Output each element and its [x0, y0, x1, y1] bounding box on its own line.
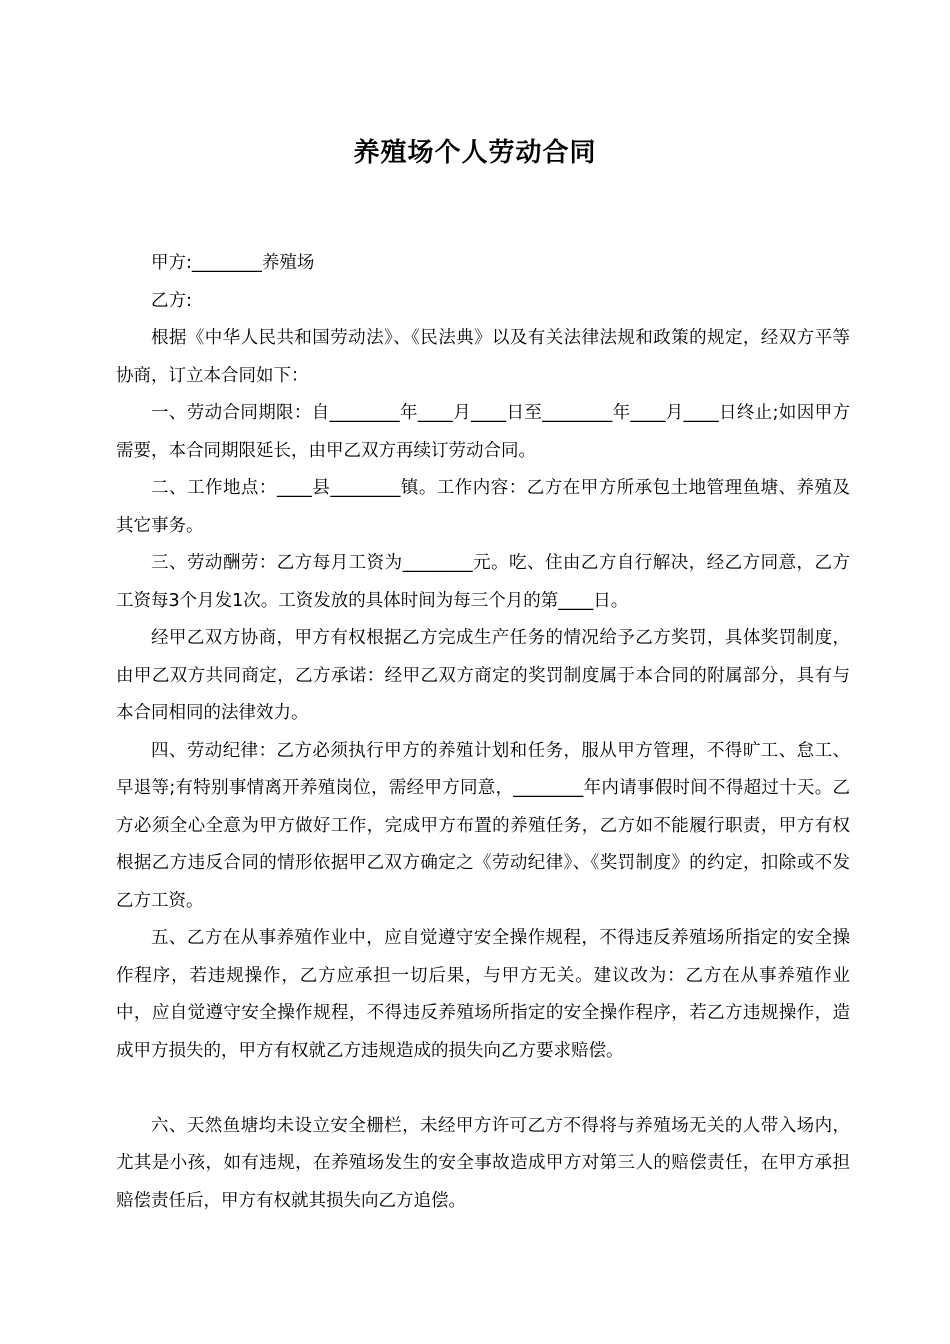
- clause-3-remuneration: 三、劳动酬劳：乙方每月工资为________元。吃、住由乙方自行解决，经乙方同意，乙方工资每3个月发1次。工资发放的具体时间为每三个月的第____日。: [116, 553, 850, 611]
- paragraph-spacer: [116, 1070, 850, 1108]
- party-a-line: 甲方:________养殖场: [151, 253, 315, 273]
- preamble-paragraph: 根据《中华人民共和国劳动法》、《民法典》以及有关法律法规和政策的规定，经双方平等协商，订立本合同如下：: [116, 328, 850, 386]
- clause-3-rewards-penalties: 经甲乙双方协商，甲方有权根据乙方完成生产任务的情况给予乙方奖罚，具体奖罚制度，由甲乙双方共同商定，乙方承诺：经甲乙双方商定的奖罚制度属于本合同的附属部分，具有与本合同相同的法律效力。: [116, 628, 850, 723]
- document-body: [116, 245, 850, 1220]
- clause-5-safety: 五、乙方在从事养殖作业中，应自觉遵守安全操作规程，不得违反养殖场所指定的安全操作程序，若违规操作，乙方应承担一切后果，与甲方无关。建议改为：乙方在从事养殖作业中，应自觉遵守安全操作规程，不得违反养殖场所指定的安全操作程序，若乙方违规操作，造成甲方损失的，甲方有权就乙方违规造成的损失向乙方要求赔偿。: [116, 928, 850, 1061]
- clause-4-discipline: 四、劳动纪律：乙方必须执行甲方的养殖计划和任务，服从甲方管理，不得旷工、怠工、早退等;有特别事情离开养殖岗位，需经甲方同意，________年内请事假时间不得超过十天。乙方必须全心全意为甲方做好工作，完成甲方布置的养殖任务，乙方如不能履行职责，甲方有权根据乙方违反合同的情形依据甲乙双方确定之《劳动纪律》、《奖罚制度》的约定，扣除或不发乙方工资。: [116, 740, 850, 911]
- party-b-line: 乙方:: [151, 290, 192, 311]
- document-title: 养殖场个人劳动合同: [353, 138, 597, 168]
- clause-2-workplace: 二、工作地点：____县________镇。工作内容：乙方在甲方所承包土地管理鱼塘、养殖及其它事务。: [116, 478, 850, 536]
- clause-1-term: 一、劳动合同期限：自________年____月____日至________年____月____日终止;如因甲方需要，本合同期限延长，由甲乙双方再续订劳动合同。: [116, 403, 850, 461]
- clause-6-fish-ponds: 六、天然鱼塘均未设立安全栅栏，未经甲方许可乙方不得将与养殖场无关的人带入场内，尤其是小孩，如有违规，在养殖场发生的安全事故造成甲方对第三人的赔偿责任，在甲方承担赔偿责任后，甲方有权就其损失向乙方追偿。: [116, 1115, 850, 1211]
